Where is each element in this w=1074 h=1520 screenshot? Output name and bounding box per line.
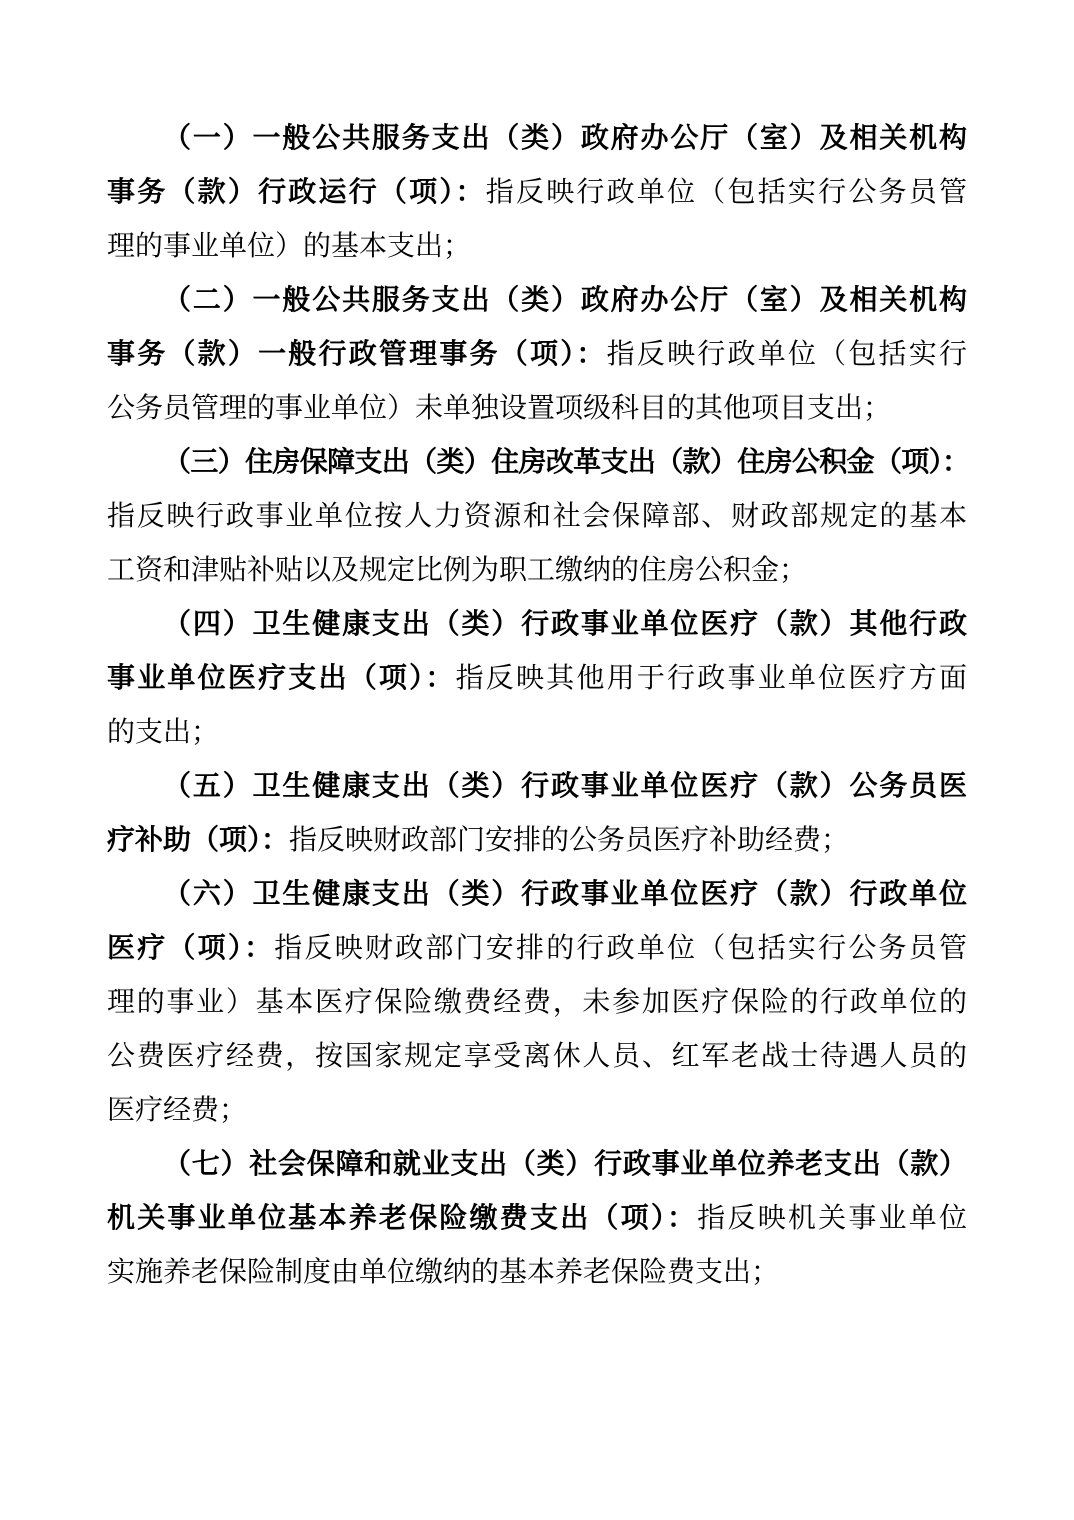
clause-heading: （三）住房保障支出（类）住房改革支出（款）住房公积金（项）： (163, 447, 967, 478)
clause-text: 指反映财政部门安排的行政单位（包括实行公务员管 (274, 933, 967, 964)
clause-text: 公务员管理的事业单位）未单独设置项级科目的其他项目支出； (107, 393, 892, 424)
clause-heading: （五）卫生健康支出（类）行政事业单位医疗（款）公务员医 (163, 771, 967, 802)
clause-text: 实施养老保险制度由单位缴纳的基本养老保险费支出； (107, 1257, 780, 1288)
text-line (107, 436, 967, 490)
text-line (107, 112, 967, 166)
text-line (107, 1138, 967, 1192)
paragraph (107, 760, 967, 868)
paragraph (107, 112, 967, 274)
document-body (107, 112, 967, 1300)
clause-text: 工资和津贴补贴以及规定比例为职工缴纳的住房公积金； (107, 555, 808, 586)
clause-text: 指反映行政单位（包括实行 (606, 339, 967, 370)
clause-heading: 医疗（项）： (107, 933, 275, 964)
paragraph (107, 436, 967, 598)
clause-text: 指反映行政单位（包括实行公务员管 (485, 177, 967, 208)
clause-heading: 事务（款）一般行政管理事务（项）： (107, 339, 607, 370)
paragraph (107, 598, 967, 760)
text-line (107, 490, 967, 544)
clause-text: 指反映其他用于行政事业单位医疗方面 (455, 663, 967, 694)
text-line (107, 922, 967, 976)
clause-text: 指反映机关事业单位 (697, 1203, 967, 1234)
clause-heading: 疗补助（项）： (107, 825, 290, 856)
text-line (107, 760, 967, 814)
clause-text: 理的事业单位）的基本支出； (107, 231, 472, 262)
clause-text: 公费医疗经费，按国家规定享受离休人员、红军老战士待遇人员的 (107, 1041, 967, 1072)
text-line (107, 1084, 967, 1138)
text-line (107, 220, 967, 274)
clause-heading: （七）社会保障和就业支出（类）行政事业单位养老支出（款） (163, 1149, 967, 1180)
clause-text: 的支出； (107, 717, 220, 748)
text-line (107, 1246, 967, 1300)
clause-heading: 事业单位医疗支出（项）： (107, 663, 456, 694)
text-line (107, 1192, 967, 1246)
text-line (107, 652, 967, 706)
text-line (107, 706, 967, 760)
text-line (107, 382, 967, 436)
text-line (107, 868, 967, 922)
clause-heading: （一）一般公共服务支出（类）政府办公厅（室）及相关机构 (163, 123, 967, 154)
clause-text: 指反映财政部门安排的公务员医疗补助经费； (289, 825, 850, 856)
clause-heading: 事务（款）行政运行（项）： (107, 177, 486, 208)
text-line (107, 598, 967, 652)
clause-heading: 机关事业单位基本养老保险缴费支出（项）： (107, 1203, 698, 1234)
clause-heading: （六）卫生健康支出（类）行政事业单位医疗（款）行政单位 (163, 879, 967, 910)
clause-text: 医疗经费； (107, 1095, 248, 1126)
clause-text: 指反映行政事业单位按人力资源和社会保障部、财政部规定的基本 (107, 501, 967, 532)
text-line (107, 976, 967, 1030)
text-line (107, 814, 967, 868)
text-line (107, 166, 967, 220)
clause-text: 理的事业）基本医疗保险缴费经费，未参加医疗保险的行政单位的 (107, 987, 967, 1018)
clause-heading: （二）一般公共服务支出（类）政府办公厅（室）及相关机构 (163, 285, 967, 316)
paragraph (107, 274, 967, 436)
text-line (107, 328, 967, 382)
text-line (107, 1030, 967, 1084)
paragraph (107, 1138, 967, 1300)
text-line (107, 544, 967, 598)
clause-heading: （四）卫生健康支出（类）行政事业单位医疗（款）其他行政 (163, 609, 967, 640)
paragraph (107, 868, 967, 1138)
text-line (107, 274, 967, 328)
